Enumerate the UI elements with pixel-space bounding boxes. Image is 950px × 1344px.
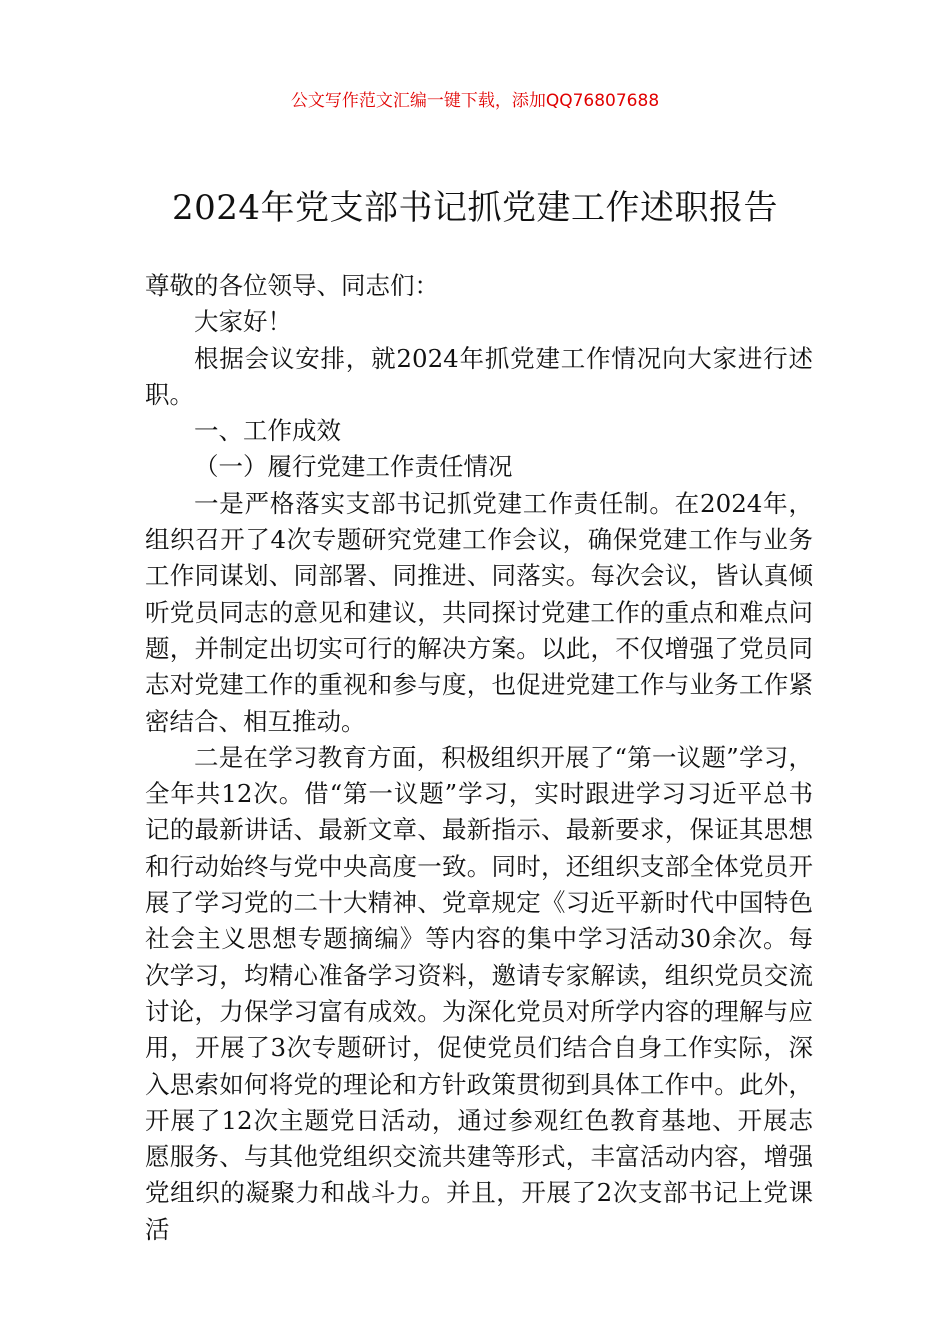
section-heading: 一、工作成效 xyxy=(194,416,341,446)
salutation: 尊敬的各位领导、同志们： xyxy=(145,271,439,300)
body-paragraph: 一是严格落实支部书记抓党建工作责任制。在2024年，组织召开了4次专题研究党建工作会议，确保党建工作与业务工作同谋划、同部署、同推进、同落实。每次会议，皆认真倾听党员同志的意见和建议，共同探讨党建工作的重点和难点问题，并制定出切实可行的解决方案。以此，不仅增强了党员同志对党建工作的重视和参与度，也促进党建工作与业务工作紧密结合、相互推动。 xyxy=(145,488,813,736)
subsection-heading: （一）履行党建工作责任情况 xyxy=(194,452,513,482)
greeting-paragraph: 大家好！ xyxy=(194,307,292,337)
report-body xyxy=(145,268,813,1248)
body-paragraph: 二是在学习教育方面，积极组织开展了“第一议题”学习，全年共12次。借“第一议题”学习，实时跟进学习习近平总书记的最新讲话、最新文章、最新指示、最新要求，保证其思想和行动始终与党中央高度一致。同时，还组织支部全体党员开展了学习党的二十大精神、党章规定《习近平新时代中国特色社会主义思想专题摘编》等内容的集中学习活动30余次。每次学习，均精心准备学习资料，邀请专家解读，组织党员交流讨论，力保学习富有成效。为深化党员对所学内容的理解与应用，开展了3次专题研讨，促使党员们结合自身工作实际，深入思索如何将党的理论和方针政策贯彻到具体工作中。此外，开展了12次主题党日活动，通过参观红色教育基地、开展志愿服务、与其他党组织交流共建等形式，丰富活动内容，增强党组织的凝聚力和战斗力。并且，开展了2次支部书记上党课活 xyxy=(145,742,813,1244)
download-promo-note: 公文写作范文汇编一键下载，添加QQ76807688 xyxy=(290,91,660,111)
report-title: 2024年党支部书记抓党建工作述职报告 xyxy=(171,188,779,228)
intro-paragraph: 根据会议安排，就2024年抓党建工作情况向大家进行述职。 xyxy=(145,343,813,409)
